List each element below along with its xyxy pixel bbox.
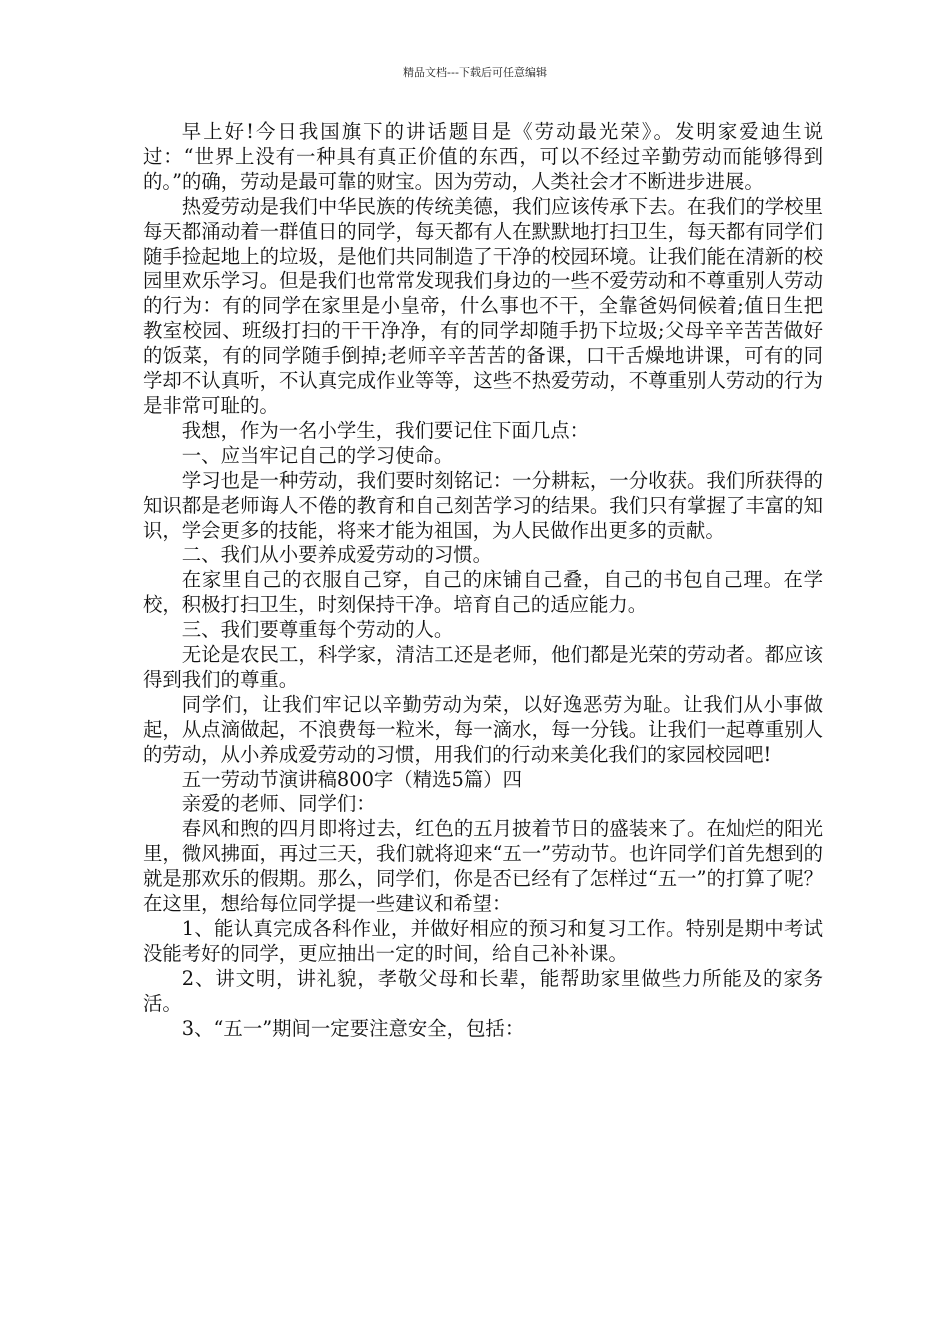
paragraph-point-2: 在家里自己的衣服自己穿，自己的床铺自己叠，自己的书包自己理。在学校，积极打扫卫生，时刻保持干净。培育自己的适应能力。 — [143, 568, 823, 617]
point-heading-2: 二、我们从小要养成爱劳动的习惯。 — [181, 543, 493, 567]
salutation: 亲爱的老师、同学们： — [181, 792, 376, 816]
section-title: 五一劳动节演讲稿800字（精选5篇）四 — [181, 767, 523, 791]
suggestion-2: 2、讲文明，讲礼貌，孝敬父母和长辈，能帮助家里做些力所能及的家务活。 — [143, 966, 823, 1015]
page-header: 精品文档---下载后可任意编辑 — [403, 66, 547, 79]
paragraph-intro-points: 我想，作为一名小学生，我们要记住下面几点： — [181, 418, 589, 442]
paragraph-spring: 春风和煦的四月即将过去，红色的五月披着节日的盛装来了。在灿烂的阳光里，微风拂面，再过三天，我们就将迎来“五一”劳动节。也许同学们首先想到的就是那欢乐的假期。那么，同学们，你是否已经有了怎样过“五一”的打算了呢？在这里，想给每位同学提一些建议和希望： — [143, 817, 823, 916]
suggestion-3: 3、“五一”期间一定要注意安全，包括： — [181, 1016, 525, 1040]
paragraph-point-1: 学习也是一种劳动，我们要时刻铭记：一分耕耘，一分收获。我们所获得的知识都是老师诲人不倦的教育和自己刻苦学习的结果。我们只有掌握了丰富的知识，学会更多的技能，将来才能为祖国，为人民做作出更多的贡献。 — [143, 468, 823, 542]
point-heading-1: 一、应当牢记自己的学习使命。 — [181, 443, 454, 467]
point-heading-3: 三、我们要尊重每个劳动的人。 — [181, 618, 454, 642]
document-body — [143, 120, 823, 1042]
paragraph-conclusion: 同学们，让我们牢记以辛勤劳动为荣，以好逸恶劳为耻。让我们从小事做起，从点滴做起，不浪费每一粒米，每一滴水，每一分钱。让我们一起尊重别人的劳动，从小养成爱劳动的习惯，用我们的行动来美化我们的家园校园吧! — [143, 692, 823, 766]
suggestion-1: 1、能认真完成各科作业，并做好相应的预习和复习工作。特别是期中考试没能考好的同学，更应抽出一定的时间，给自己补补课。 — [143, 917, 823, 965]
paragraph-point-3: 无论是农民工，科学家，清洁工还是老师，他们都是光荣的劳动者。都应该得到我们的尊重。 — [143, 643, 823, 691]
paragraph-tradition: 热爱劳动是我们中华民族的传统美德，我们应该传承下去。在我们的学校里每天都涌动着一群值日的同学，每天都有人在默默地打扫卫生，每天都有同学们随手捡起地上的垃圾，是他们共同制造了干净的校园环境。让我们能在清新的校园里欢乐学习。但是我们也常常发现我们身边的一些不爱劳动和不尊重别人劳动的行为：有的同学在家里是小皇帝，什么事也不干，全靠爸妈伺候着;值日生把教室校园、班级打扫的干干净净，有的同学却随手扔下垃圾;父母辛辛苦苦做好的饭菜，有的同学随手倒掉;老师辛辛苦苦的备课，口干舌燥地讲课，可有的同学却不认真听，不认真完成作业等等，这些不热爱劳动，不尊重别人劳动的行为是非常可耻的。 — [143, 194, 823, 417]
paragraph-greeting: 早上好!今日我国旗下的讲话题目是《劳动最光荣》。发明家爱迪生说过：“世界上没有一种具有真正价值的东西，可以不经过辛勤劳动而能够得到的。”的确，劳动是最可靠的财宝。因为劳动，人类社会才不断进步进展。 — [143, 120, 823, 193]
